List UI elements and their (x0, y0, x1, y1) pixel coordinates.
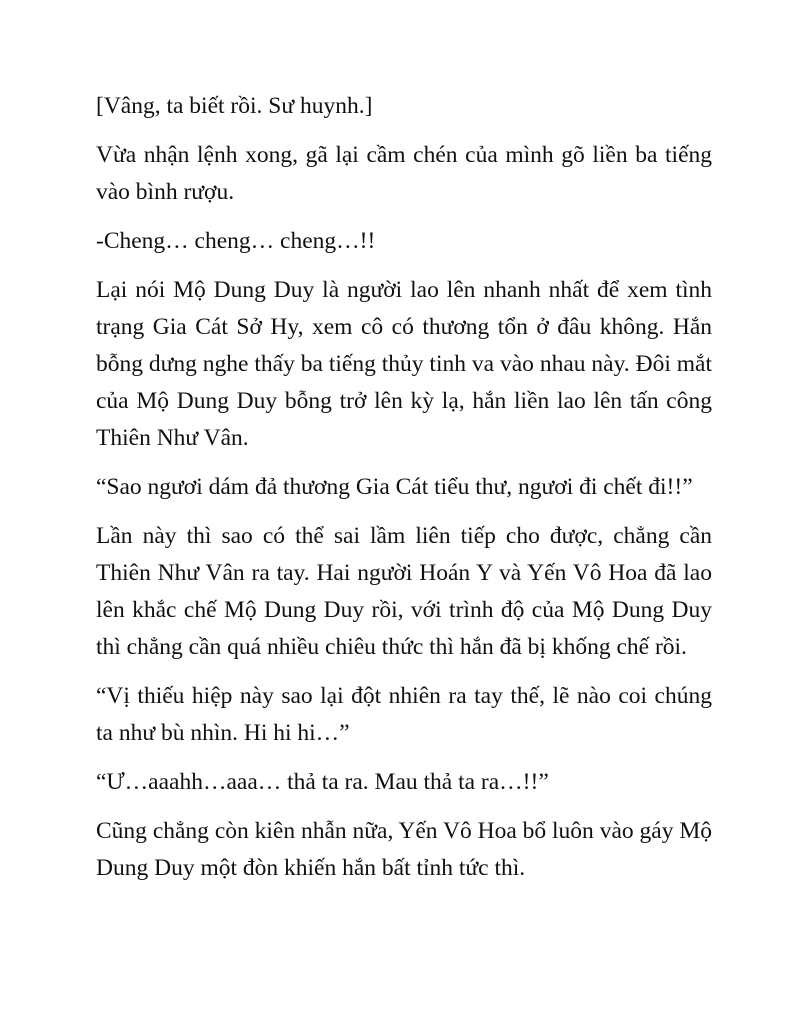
paragraph-2: Vừa nhận lệnh xong, gã lại cầm chén của mình gõ liền ba tiếng vào bình rượu. (96, 142, 712, 205)
paragraph-1: [Vâng, ta biết rồi. Sư huynh.] (96, 93, 373, 119)
paragraph-8: “Ư…aaahh…aaa… thả ta ra. Mau thả ta ra…!!” (96, 769, 549, 795)
paragraph-4: Lại nói Mộ Dung Duy là người lao lên nhanh nhất để xem tình trạng Gia Cát Sở Hy, xem cô có thương tổn ở đâu không. Hắn bỗng dưng nghe thấy ba tiếng thủy tinh va vào nhau này. Đôi mắt của Mộ Dung Duy bỗng trở lên kỳ lạ, hắn liền lao lên tấn công Thiên Như Vân. (96, 277, 712, 451)
document-page (96, 88, 712, 899)
paragraph-6: Lần này thì sao có thể sai lầm liên tiếp cho được, chẳng cần Thiên Như Vân ra tay. Hai người Hoán Y và Yến Vô Hoa đã lao lên khắc chế Mộ Dung Duy rồi, với trình độ của Mộ Dung Duy thì chẳng cần quá nhiều chiêu thức thì hắn đã bị khống chế rồi. (96, 523, 712, 660)
paragraph-9: Cũng chẳng còn kiên nhẫn nữa, Yến Vô Hoa bổ luôn vào gáy Mộ Dung Duy một đòn khiến hắn bất tỉnh tức thì. (96, 818, 712, 881)
paragraph-3: -Cheng… cheng… cheng…!! (96, 228, 376, 254)
paragraph-5: “Sao ngươi dám đả thương Gia Cát tiểu thư, ngươi đi chết đi!!” (96, 474, 693, 500)
paragraph-7: “Vị thiếu hiệp này sao lại đột nhiên ra tay thế, lẽ nào coi chúng ta như bù nhìn. Hi hi hi…” (96, 683, 712, 746)
